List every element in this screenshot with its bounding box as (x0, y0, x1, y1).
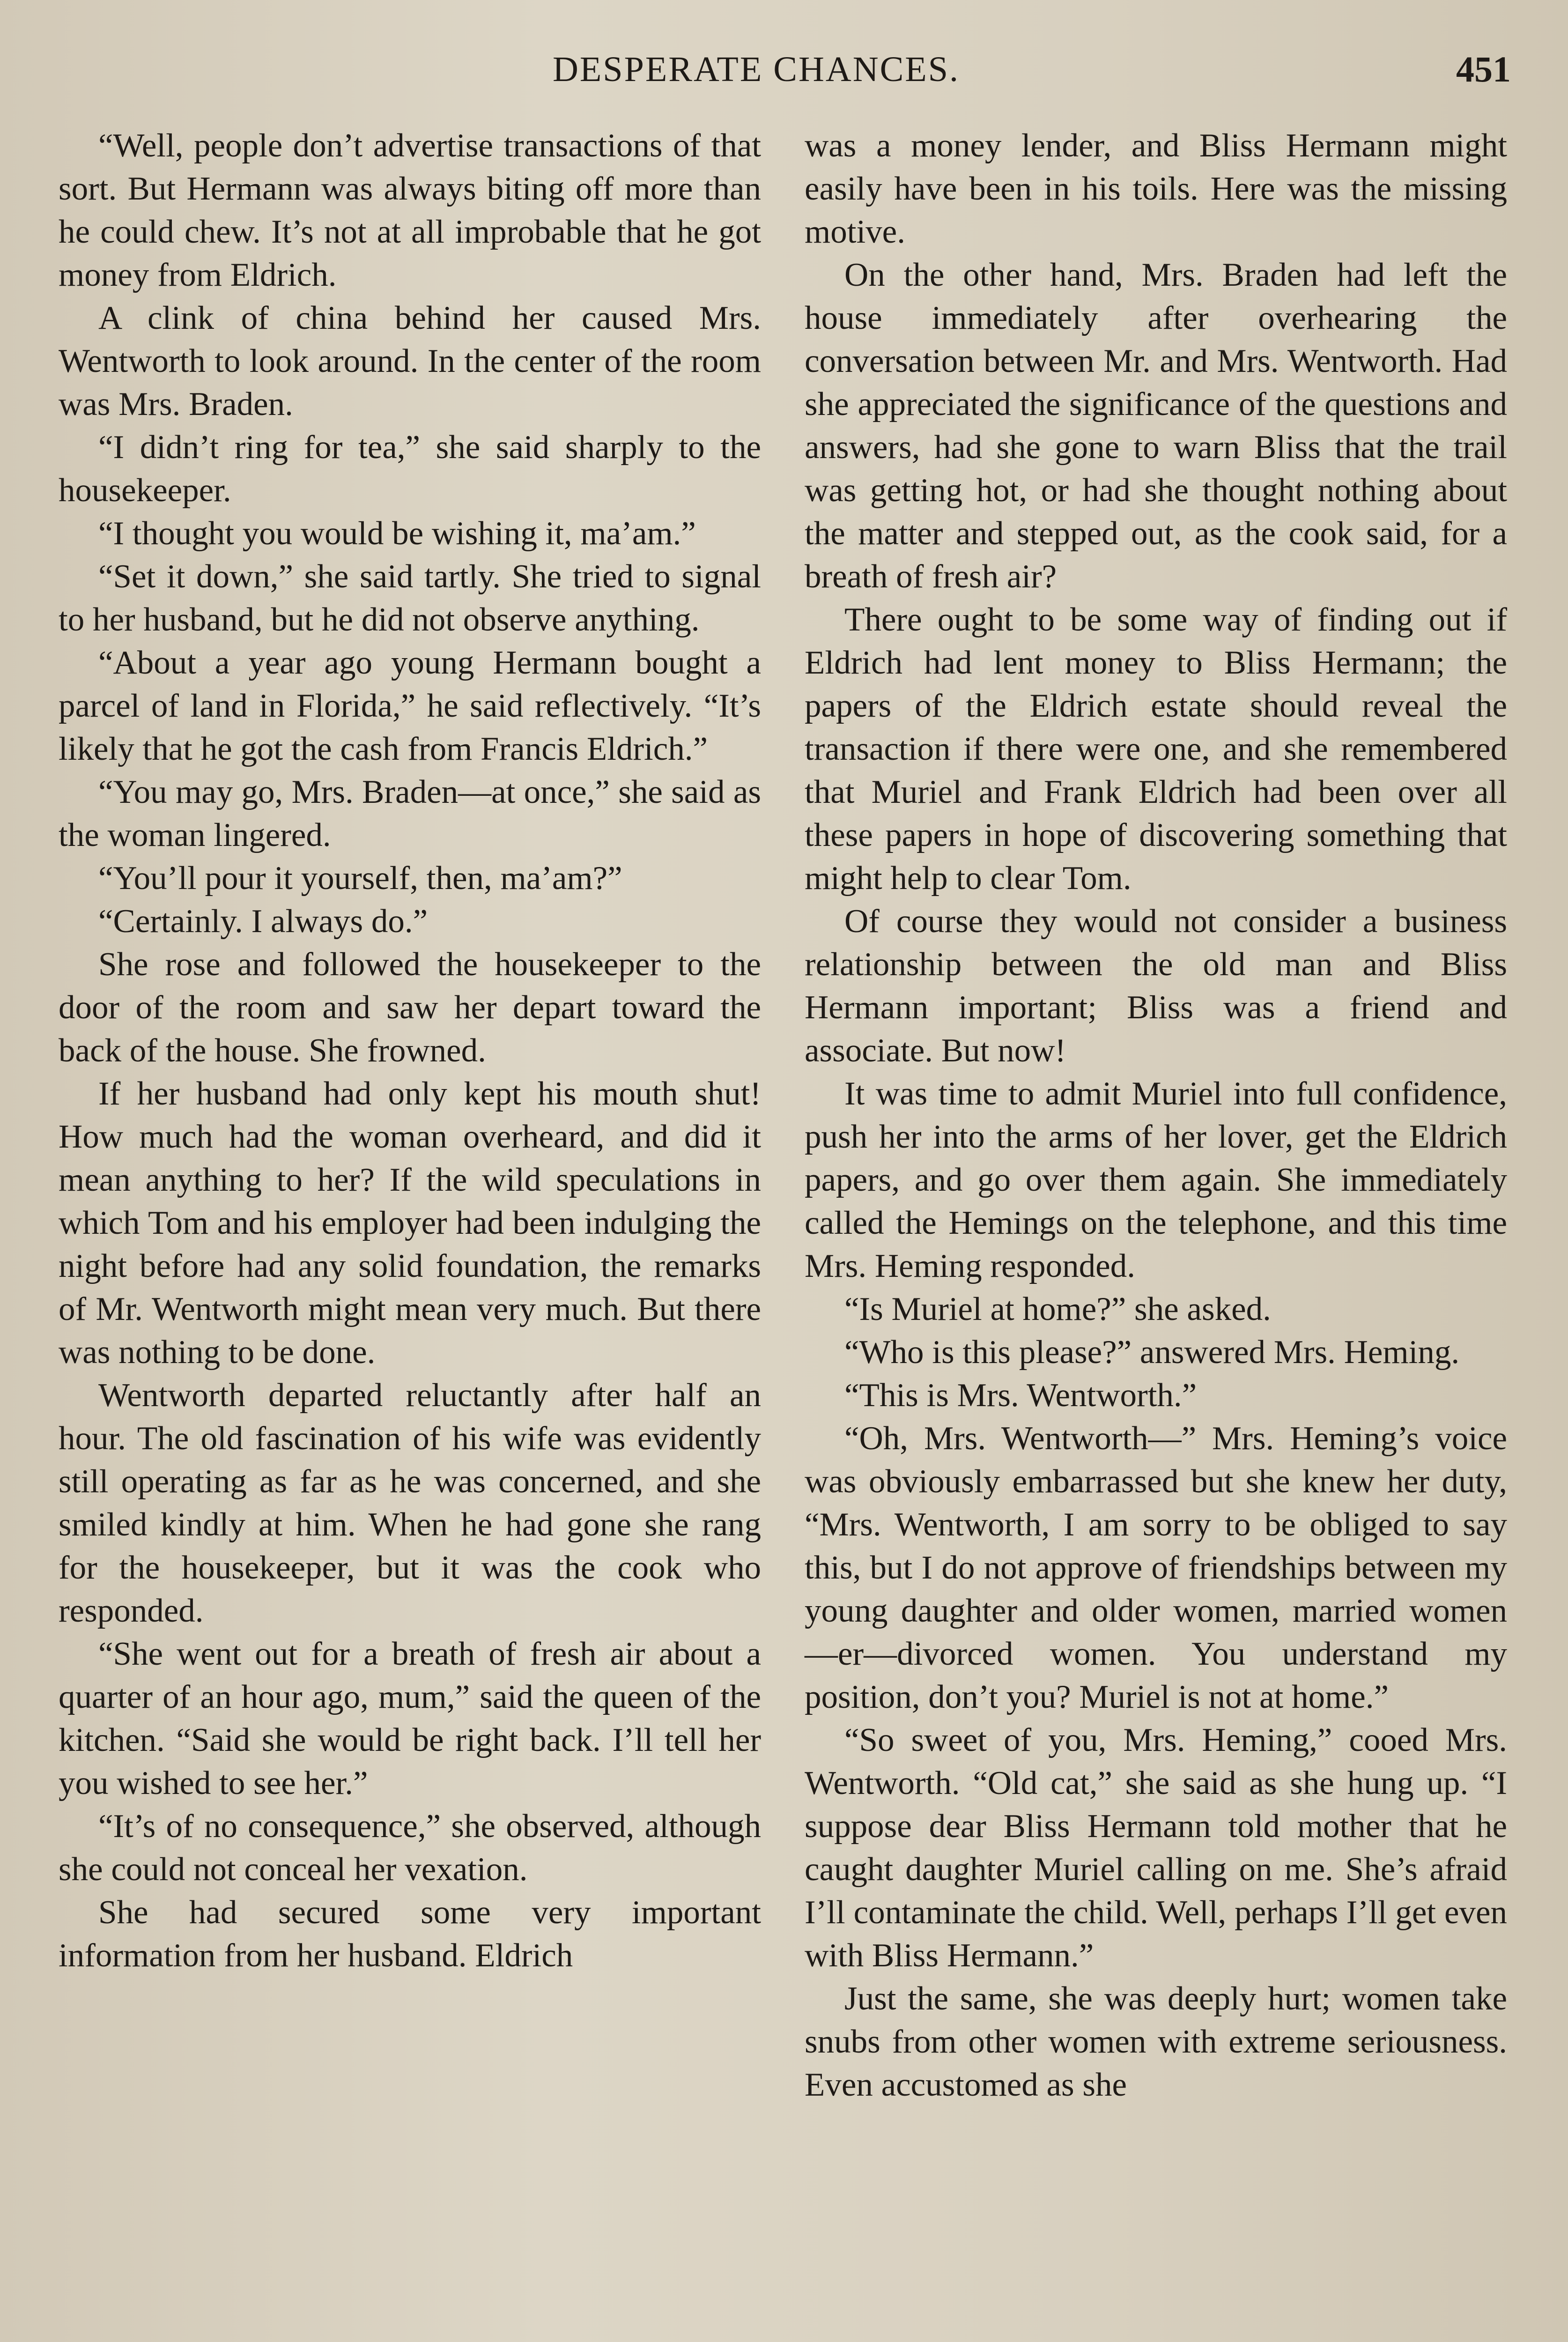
paragraph: “Set it down,” she said tartly. She tried to signal to her husband, but he did not observe anything. (59, 558, 761, 638)
paragraph: “She went out for a breath of fresh air about a quarter of an hour ago, mum,” said the queen of the kitchen. “Said she would be right back. I’ll tell her you wished to see her.” (59, 1636, 761, 1801)
paragraph: “Certainly. I always do.” (98, 903, 428, 940)
right-column (805, 124, 1507, 2106)
running-title: DESPERATE CHANCES. (553, 50, 960, 89)
paragraph: Just the same, she was deeply hurt; women take snubs from other women with extreme seriousness. Even accustomed as she (805, 1980, 1507, 2103)
paragraph: “It’s of no consequence,” she observed, although she could not conceal her vexation. (59, 1808, 761, 1888)
paragraph: A clink of china behind her caused Mrs. Wentworth to look around. In the center of the room was Mrs. Braden. (59, 300, 761, 422)
paragraph: “About a year ago young Hermann bought a parcel of land in Florida,” he said reflectively. “It’s likely that he got the cash from Francis Eldrich.” (59, 645, 761, 767)
paragraph: There ought to be some way of finding out if Eldrich had lent money to Bliss Hermann; the papers of the Eldrich estate should reveal the transaction if there were one, and she remembered that Muriel and Frank Eldrich had been over all these papers in hope of discovering something that might help to clear Tom. (805, 601, 1507, 897)
paragraph: Of course they would not consider a business relationship between the old man and Bliss Hermann important; Bliss was a friend and associate. But now! (805, 903, 1507, 1069)
paragraph: It was time to admit Muriel into full confidence, push her into the arms of her lover, get the Eldrich papers, and go over them again. She immediately called the Hemings on the telephone, and this time Mrs. Heming responded. (805, 1075, 1507, 1284)
paragraph: Wentworth departed reluctantly after half an hour. The old fascination of his wife was evidently still operating as far as he was concerned, and she smiled kindly at him. When he had gone she rang for the housekeeper, but it was the cook who responded. (59, 1377, 761, 1629)
paragraph: On the other hand, Mrs. Braden had left the house immediately after overhearing the conversation between Mr. and Mrs. Wentworth. Had she appreciated the significance of the questions and answers, had she gone to warn Bliss that the trail was getting hot, or had she thought nothing about the matter and stepped out, as the cook said, for a breath of fresh air? (805, 257, 1507, 595)
paragraph: “Is Muriel at home?” she asked. (844, 1291, 1271, 1327)
paragraph: She had secured some very important information from her husband. Eldrich (59, 1894, 761, 1974)
page-number: 451 (1456, 49, 1511, 89)
paragraph: “Oh, Mrs. Wentworth—” Mrs. Heming’s voice was obviously embarrassed but she knew her duty, “Mrs. Wentworth, I am sorry to be obliged to say this, but I do not approve of friendships between my young daughter and older women, married women—er—divorced women. You understand my position, don’t you? Muriel is not at home.” (805, 1420, 1507, 1715)
paragraph: “You may go, Mrs. Braden—at once,” she said as the woman lingered. (59, 774, 761, 853)
left-column (59, 124, 761, 1977)
paragraph: “You’ll pour it yourself, then, ma’am?” (98, 860, 622, 897)
page-header (0, 44, 1568, 101)
paragraph: She rose and followed the housekeeper to the door of the room and saw her depart toward the back of the house. She frowned. (59, 946, 761, 1069)
paragraph: “So sweet of you, Mrs. Heming,” cooed Mrs. Wentworth. “Old cat,” she said as she hung up. “I suppose dear Bliss Hermann told mother that he caught daughter Muriel calling on me. She’s afraid I’ll contaminate the child. Well, perhaps I’ll get even with Bliss Hermann.” (805, 1722, 1507, 1974)
paragraph: “I didn’t ring for tea,” she said sharply to the housekeeper. (59, 429, 761, 509)
paragraph: was a money lender, and Bliss Hermann might easily have been in his toils. Here was the missing motive. (805, 127, 1507, 250)
paragraph: “Well, people don’t advertise transactions of that sort. But Hermann was always biting off more than he could chew. It’s not at all improbable that he got money from Eldrich. (59, 127, 761, 293)
paragraph: “This is Mrs. Wentworth.” (844, 1377, 1197, 1414)
paragraph: “I thought you would be wishing it, ma’am.” (98, 515, 696, 552)
paragraph: “Who is this please?” answered Mrs. Heming. (844, 1334, 1460, 1371)
paragraph: If her husband had only kept his mouth shut! How much had the woman overheard, and did it mean anything to her? If the wild speculations in which Tom and his employer had been indulging the night before had any solid foundation, the remarks of Mr. Wentworth might mean very much. But there was nothing to be done. (59, 1075, 761, 1371)
